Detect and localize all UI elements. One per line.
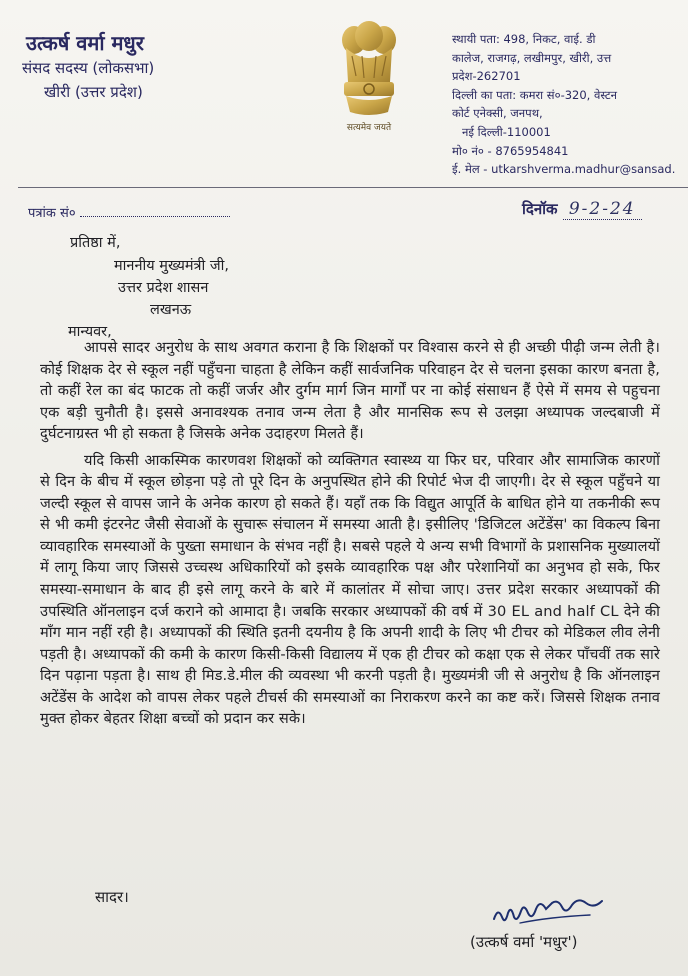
- address-line: प्रदेश-262701: [452, 69, 521, 84]
- recipient-line3: लखनऊ: [150, 302, 192, 318]
- sender-name: उत्कर्ष वर्मा मधुर: [26, 31, 144, 55]
- date-value: 9-2-24: [563, 199, 642, 220]
- recipient-line1: माननीय मुख्यमंत्री जी,: [114, 258, 230, 274]
- emblem-caption: सत्यमेव जयते: [346, 123, 392, 133]
- recipient-line2: उत्तर प्रदेश शासन: [118, 280, 209, 296]
- reference-dots: [80, 216, 230, 217]
- reference-label: पत्रांक सं०: [28, 206, 76, 221]
- letterhead-sender: [22, 30, 212, 104]
- letterhead-divider: [18, 187, 688, 188]
- sender-designation: संसद सदस्य (लोकसभा): [22, 59, 155, 77]
- phone-line: मो० नं० - 8765954841: [452, 143, 569, 158]
- greeting: मान्यवर,: [68, 324, 112, 340]
- closing: सादर।: [95, 888, 129, 906]
- date-label: दिनॉक: [522, 200, 558, 218]
- national-emblem-icon: [332, 20, 406, 138]
- reference-number: [28, 203, 230, 221]
- body-paragraph-2: यदि किसी आकस्मिक कारणवश शिक्षकों को व्यक्तिगत स्वास्थ्य या फिर घर, परिवार और सामाजिक कारणों से दिन के बीच में स्कूल छोड़ना पड़े तो पूरे दिन के अनुपस्थित होने की रिपोर्ट भेज दी जाएगी। देर से स्कूल पहुँचने या जल्दी स्कूल से वापस जाने के अनेक कारण हो सकते हैं। यहाँ तक कि विद्युत आपूर्ति के बाधित होने या तकनीकी रूप से भी कमी इंटरनेट जैसी सेवाओं के सुचारू संचालन में समस्या आती है। इसीलिए 'डिजिटल अटेंडेंस' का विकल्प बिना व्यावहारिक समस्याओं के पुख्ता समाधान के संभव नहीं है। सबसे पहले ये अन्य सभी विभागों के प्रशासनिक मुख्यालयों में लागू किया जाए जिससे उच्चस्थ अधिकारियों को इसके व्यावहारिक पक्ष और परेशानियों का अनुभव हो सके, फिर समस्या-समाधान के बाद ही इसे लागू करने के बारे में कालांतर में सोचा जाए। उत्तर प्रदेश सरकार अध्यापकों की उपस्थिति ऑनलाइन दर्ज कराने को आमादा है। जबकि सरकार अध्यापकों की वर्ष में 30 EL and half CL देने की माँग मान नहीं रही है। अध्यापकों की स्थिति इतनी दयनीय है कि अपनी शादी के लिए भी टीचर को मेडिकल लीव लेनी पड़ती है। अध्यापकों की कमी के कारण किसी-किसी विद्यालय में एक ही टीचर को कक्षा एक से लेकर पाँचवीं तक सारे दिन पढ़ाना पड़ता है। साथ ही मिड.डे.मील की व्यवस्था भी करनी पड़ती है। मुख्यमंत्री जी से अनुरोध है कि ऑनलाइन अटेंडेंस के आदेश को वापस लेकर पहले टीचर्स की समस्याओं का निराकरण करने का कष्ट करें। जिससे शिक्षक तनाव मुक्त होकर बेहतर शिक्षा बच्चों को प्रदान कर सके।: [40, 451, 660, 728]
- address-line: कोर्ट एनेक्सी, जनपथ,: [452, 106, 543, 121]
- letter-body: [40, 337, 660, 730]
- body-paragraph-1: आपसे सादर अनुरोध के साथ अवगत कराना है कि शिक्षकों पर विश्वास करने से ही अच्छी पीढ़ी जन्म लेती है। कोई शिक्षक देर से स्कूल नहीं पहुँचना चाहता है लेकिन कहीं सार्वजनिक परिवाहन देर से चलना इसका कारण बनता है, तो कहीं रेल का बंद फाटक तो कहीं जर्जर और दुर्गम मार्ग जिन मार्गों पर ना कोई संसाधन हैं ऐसे में समय से पहुचना एक बड़ी चुनौती है। इससे अनावश्यक तनाव जन्म लेता है और मानसिक रूप से उलझा अध्यापक जल्दबाजी में दुर्घटनाग्रस्त भी हो सकता है जिसके अनेक उदाहरण मिलते हैं।: [40, 339, 660, 443]
- signatory-name: (उत्कर्ष वर्मा 'मधुर'): [470, 933, 578, 951]
- recipient-prefix: प्रतिष्ठा में,: [70, 235, 121, 251]
- letterhead-address: [452, 30, 688, 179]
- sender-constituency: खीरी (उत्तर प्रदेश): [44, 83, 143, 101]
- address-line: कालेज, राजगढ़, लखीमपुर, खीरी, उत्त: [452, 50, 612, 65]
- email-line: ई. मेल - utkarshverma.madhur@sansad.: [452, 162, 676, 177]
- signature-icon: [490, 893, 610, 933]
- address-line: स्थायी पता: 498, निकट, वाई. डी: [452, 32, 596, 46]
- letter-date: [522, 199, 642, 219]
- address-line: दिल्ली का पता: कमरा सं०-320, वेस्टन: [452, 87, 618, 102]
- address-line: नई दिल्ली-110001: [462, 124, 551, 139]
